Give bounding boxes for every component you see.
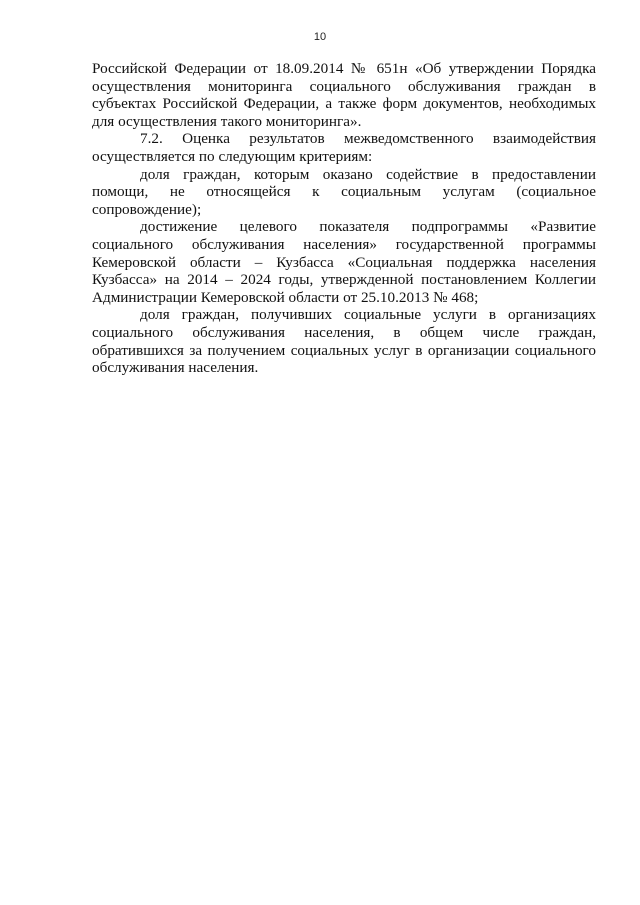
paragraph-criterion-3: доля граждан, получивших социальные услуги в организациях социального обслуживания населения, в общем числе граждан, обратившихся за получением социальных услуг в организации социального обслуживания населения. <box>92 306 596 377</box>
paragraph-criterion-2: достижение целевого показателя подпрограммы «Развитие социального обслуживания населения» государственной программы Кемеровской области – Кузбасса «Социальная поддержка населения Кузбасса» на 2014 – 2024 годы, утвержденной постановлением Коллегии Администрации Кемеровской области от 25.10.2013 № 468; <box>92 218 596 306</box>
paragraph-criterion-1: доля граждан, которым оказано содействие в предоставлении помощи, не относящейся к социальным услугам (социальное сопровождение); <box>92 165 596 218</box>
paragraph-section-7-2: 7.2. Оценка результатов межведомственного взаимодействия осуществляется по следующим критериям: <box>92 130 596 165</box>
document-body <box>92 60 596 377</box>
paragraph-continuation: Российской Федерации от 18.09.2014 № 651н «Об утверждении Порядка осуществления мониторинга социального обслуживания граждан в субъектах Российской Федерации, а также форм документов, необходимых для осуществления такого мониторинга». <box>92 60 596 130</box>
page-number: 10 <box>313 31 327 43</box>
